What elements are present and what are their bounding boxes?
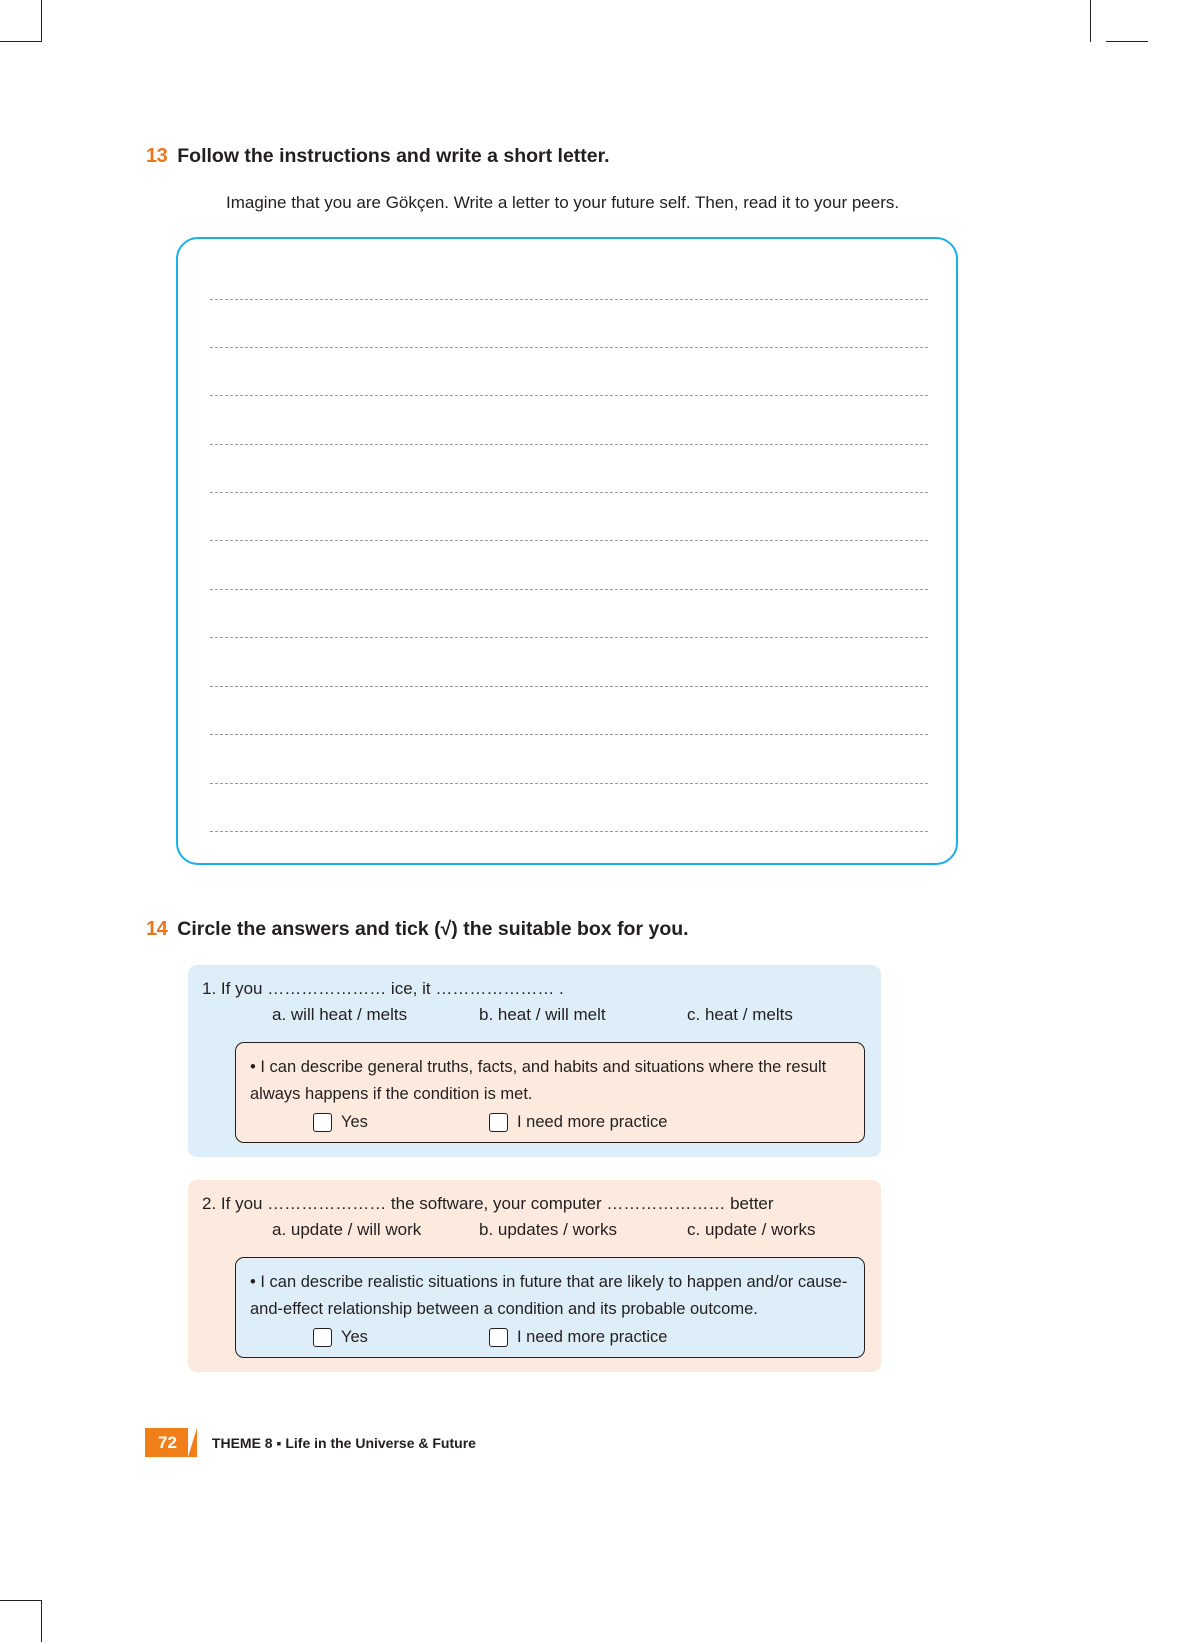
exercise-13-title: Follow the instructions and write a short letter.: [177, 145, 610, 167]
checkbox-icon[interactable]: [489, 1328, 508, 1347]
writing-line: [210, 492, 928, 493]
tick-yes-label-2: Yes: [341, 1328, 368, 1346]
tick-yes-label-1: Yes: [341, 1113, 368, 1131]
tick-practice-1[interactable]: [489, 1113, 667, 1132]
writing-line: [210, 395, 928, 396]
question-2-options: [272, 1220, 816, 1240]
tick-yes-2[interactable]: [313, 1328, 368, 1347]
question-2-option-b[interactable]: b. updates / works: [479, 1220, 617, 1239]
question-1-option-c[interactable]: c. heat / melts: [687, 1005, 793, 1024]
footer-theme-label: THEME 8 ▪ Life in the Universe & Future: [211, 1434, 476, 1451]
writing-line: [210, 831, 928, 832]
checkbox-icon[interactable]: [489, 1113, 508, 1132]
exercise-14-heading: [146, 918, 689, 941]
writing-line: [210, 589, 928, 590]
self-assessment-text-1: • I can describe general truths, facts, and habits and situations where the result always happens if the condition is met.: [250, 1058, 827, 1103]
writing-line: [210, 783, 928, 784]
tick-practice-label-2: I need more practice: [517, 1328, 668, 1346]
question-1-option-a[interactable]: a. will heat / melts: [272, 1005, 408, 1024]
writing-line: [210, 444, 928, 445]
self-assessment-text-2: • I can describe realistic situations in future that are likely to happen and/or cause-and-effect relationship between a condition and its probable outcome.: [250, 1273, 848, 1318]
writing-line: [210, 299, 928, 300]
tick-practice-2[interactable]: [489, 1328, 667, 1347]
question-1-text: 1. If you ………………… ice, it ………………… .: [202, 979, 564, 998]
question-2-option-a[interactable]: a. update / will work: [272, 1220, 422, 1239]
exercise-14-number: 14: [146, 918, 168, 940]
question-1-option-b[interactable]: b. heat / will melt: [479, 1005, 606, 1024]
tick-practice-label-1: I need more practice: [517, 1113, 668, 1131]
page-number: 72: [145, 1428, 188, 1457]
exercise-13-heading: [146, 145, 610, 168]
checkbox-icon[interactable]: [313, 1113, 332, 1132]
checkbox-icon[interactable]: [313, 1328, 332, 1347]
letter-writing-area[interactable]: [176, 237, 958, 865]
writing-line: [210, 347, 928, 348]
question-2-option-c[interactable]: c. update / works: [687, 1220, 816, 1239]
page-footer: [145, 1428, 476, 1457]
writing-line: [210, 540, 928, 541]
question-2-text: 2. If you ………………… the software, your computer ………………… better: [202, 1194, 774, 1213]
writing-line: [210, 734, 928, 735]
writing-line: [210, 686, 928, 687]
exercise-13-number: 13: [146, 145, 168, 167]
writing-line: [210, 637, 928, 638]
exercise-14-title: Circle the answers and tick (√) the suitable box for you.: [177, 918, 689, 940]
question-1-options: [272, 1005, 793, 1025]
tick-yes-1[interactable]: [313, 1113, 368, 1132]
exercise-13-instruction: Imagine that you are Gökçen. Write a letter to your future self. Then, read it to your peers.: [226, 193, 900, 212]
